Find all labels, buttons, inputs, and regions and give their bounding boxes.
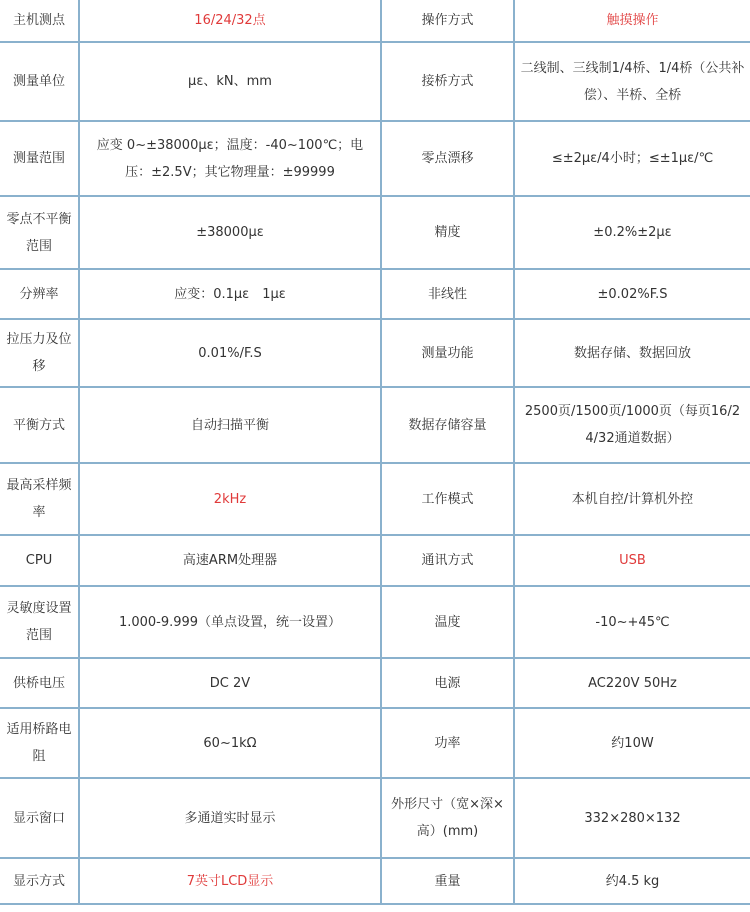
- spec-label: 适用桥路电阻: [0, 708, 79, 778]
- spec-label: 非线性: [381, 269, 514, 319]
- table-row: [0, 586, 750, 658]
- spec-value: ±0.02%F.S: [514, 269, 750, 319]
- spec-value: 自动扫描平衡: [79, 387, 381, 463]
- spec-label: 供桥电压: [0, 658, 79, 708]
- spec-value: 0.01%/F.S: [79, 319, 381, 387]
- spec-label: 精度: [381, 196, 514, 269]
- table-row: [0, 196, 750, 269]
- spec-label: 操作方式: [381, 0, 514, 42]
- spec-value: ≤±2με/4小时；≤±1με/℃: [514, 121, 750, 196]
- spec-value: 应变 0~±38000με；温度：-40~100℃；电压：±2.5V；其它物理量：±99999: [79, 121, 381, 196]
- table-row: [0, 387, 750, 463]
- spec-label: 测量功能: [381, 319, 514, 387]
- spec-value: 触摸操作: [514, 0, 750, 42]
- spec-label: 显示方式: [0, 858, 79, 904]
- spec-label: 零点漂移: [381, 121, 514, 196]
- spec-value: 约4.5 kg: [514, 858, 750, 904]
- spec-value: ±0.2%±2με: [514, 196, 750, 269]
- spec-value: 多通道实时显示: [79, 778, 381, 858]
- spec-label: 通讯方式: [381, 535, 514, 586]
- table-row: [0, 319, 750, 387]
- table-row: [0, 42, 750, 121]
- spec-label: 测量范围: [0, 121, 79, 196]
- spec-value: USB: [514, 535, 750, 586]
- spec-label: 数据存储容量: [381, 387, 514, 463]
- spec-label: 外形尺寸（宽×深×高）(mm): [381, 778, 514, 858]
- spec-label: 显示窗口: [0, 778, 79, 858]
- spec-value: 16/24/32点: [79, 0, 381, 42]
- table-row: [0, 658, 750, 708]
- spec-value: με、kN、mm: [79, 42, 381, 121]
- spec-label: 温度: [381, 586, 514, 658]
- spec-value: 应变：0.1με 1με: [79, 269, 381, 319]
- spec-label: 分辨率: [0, 269, 79, 319]
- table-row: [0, 269, 750, 319]
- spec-label: 零点不平衡范围: [0, 196, 79, 269]
- spec-value: DC 2V: [79, 658, 381, 708]
- table-row: [0, 778, 750, 858]
- spec-label: 最高采样频率: [0, 463, 79, 535]
- spec-label: 重量: [381, 858, 514, 904]
- table-row: [0, 858, 750, 904]
- spec-value: AC220V 50Hz: [514, 658, 750, 708]
- table-row: [0, 463, 750, 535]
- spec-label: 功率: [381, 708, 514, 778]
- spec-label: 测量单位: [0, 42, 79, 121]
- spec-value: 数据存储、数据回放: [514, 319, 750, 387]
- spec-value: 二线制、三线制1/4桥、1/4桥（公共补偿）、半桥、全桥: [514, 42, 750, 121]
- spec-label: 灵敏度设置范围: [0, 586, 79, 658]
- spec-value: -10~+45℃: [514, 586, 750, 658]
- spec-value: ±38000με: [79, 196, 381, 269]
- spec-label: 接桥方式: [381, 42, 514, 121]
- spec-value: 本机自控/计算机外控: [514, 463, 750, 535]
- spec-label: 平衡方式: [0, 387, 79, 463]
- spec-value: 7英寸LCD显示: [79, 858, 381, 904]
- spec-value: 2500页/1500页/1000页（每页16/24/32通道数据）: [514, 387, 750, 463]
- spec-label: 主机测点: [0, 0, 79, 42]
- spec-label: CPU: [0, 535, 79, 586]
- spec-value: 高速ARM处理器: [79, 535, 381, 586]
- spec-value: 60~1kΩ: [79, 708, 381, 778]
- spec-label: 拉压力及位移: [0, 319, 79, 387]
- table-row: [0, 535, 750, 586]
- table-row: [0, 708, 750, 778]
- spec-value: 约10W: [514, 708, 750, 778]
- table-row: [0, 121, 750, 196]
- spec-label: 电源: [381, 658, 514, 708]
- table-row: [0, 0, 750, 42]
- spec-value: 332×280×132: [514, 778, 750, 858]
- spec-value: 2kHz: [79, 463, 381, 535]
- spec-value: 1.000-9.999（单点设置，统一设置）: [79, 586, 381, 658]
- spec-label: 工作模式: [381, 463, 514, 535]
